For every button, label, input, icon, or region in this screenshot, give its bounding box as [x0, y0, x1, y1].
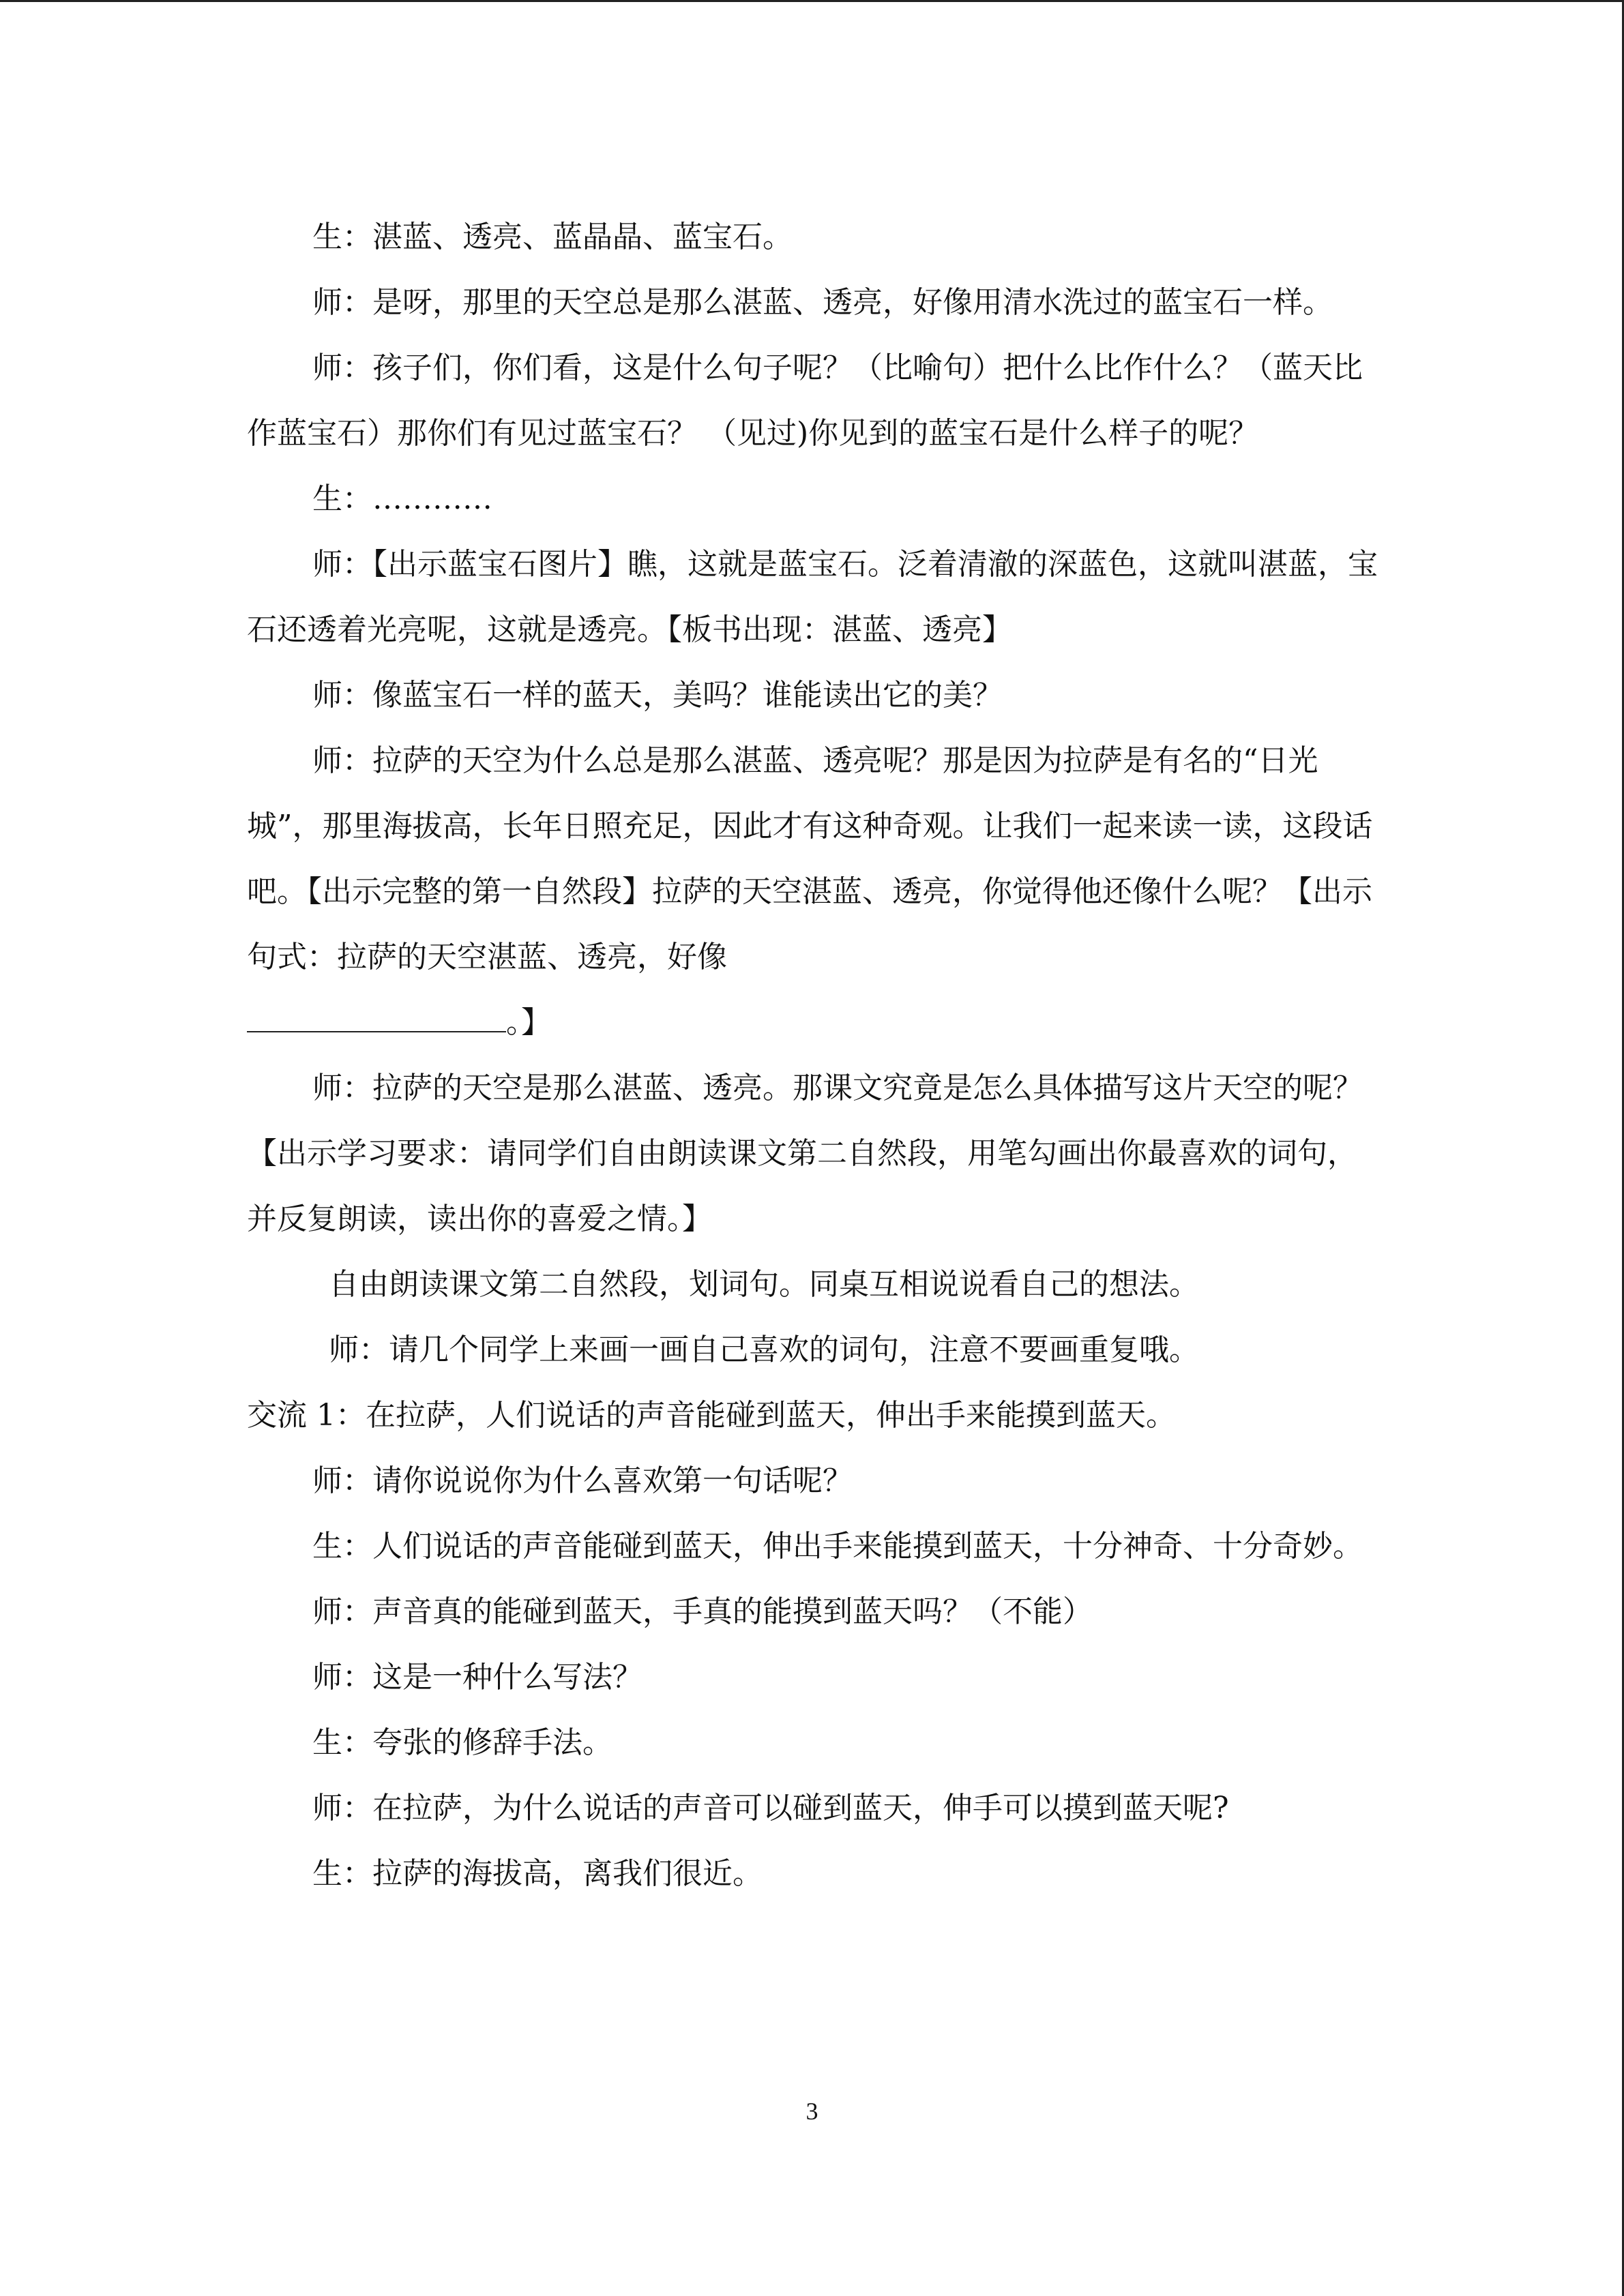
fill-in-blank-line — [247, 990, 1379, 1056]
paragraph: 生：人们说话的声音能碰到蓝天，伸出手来能摸到蓝天，十分神奇、十分奇妙。 — [312, 1529, 1363, 1564]
paragraph: 生：夸张的修辞手法。 — [312, 1725, 612, 1760]
paragraph: 自由朗读课文第二自然段，划词句。同桌互相说说看自己的想法。 — [329, 1267, 1199, 1302]
document-body — [247, 205, 1379, 1907]
paragraph: 交流 1：在拉萨，人们说话的声音能碰到蓝天，伸出手来能摸到蓝天。 — [247, 1398, 1176, 1433]
paragraph: 生：拉萨的海拔高，离我们很近。 — [312, 1856, 763, 1891]
paragraph: 师：在拉萨，为什么说话的声音可以碰到蓝天，伸手可以摸到蓝天呢? — [312, 1791, 1229, 1825]
paragraph: 师：拉萨的天空是那么湛蓝、透亮。那课文究竟是怎么具体描写这片天空的呢？【出示学习要求：请同学们自由朗读课文第二自然段，用笔勾画出你最喜欢的词句，并反复朗读，读出你的喜爱之情。】 — [247, 1071, 1363, 1236]
paragraph: 师：拉萨的天空为什么总是那么湛蓝、透亮呢？那是因为拉萨是有名的“日光城”，那里海拔高，长年日照充足，因此才有这种奇观。让我们一起来读一读，这段话吧。【出示完整的第一自然段】拉萨的天空湛蓝、透亮，你觉得他还像什么呢？【出示句式：拉萨的天空湛蓝、透亮，好像 — [247, 743, 1373, 974]
paragraph: 师：是呀，那里的天空总是那么湛蓝、透亮，好像用清水洗过的蓝宝石一样。 — [312, 285, 1333, 320]
paragraph: 生：湛蓝、透亮、蓝晶晶、蓝宝石。 — [312, 220, 793, 254]
paragraph: 师：这是一种什么写法？ — [312, 1660, 643, 1695]
paragraph: 生：………… — [312, 481, 492, 516]
paragraph: 师：【出示蓝宝石图片】瞧，这就是蓝宝石。泛着清澈的深蓝色，这就叫湛蓝，宝石还透着光亮呢，这就是透亮。【板书出现：湛蓝、透亮】 — [247, 547, 1378, 647]
paragraph: 师：孩子们，你们看，这是什么句子呢？（比喻句）把什么比作什么？（蓝天比作蓝宝石）那你们有见过蓝宝石？ （见过)你见到的蓝宝石是什么样子的呢？ — [247, 351, 1363, 451]
blank-suffix: 。】 — [506, 1005, 551, 1040]
paragraph: 师：像蓝宝石一样的蓝天，美吗？谁能读出它的美？ — [312, 678, 1003, 713]
paragraph: 师：请你说说你为什么喜欢第一句话呢？ — [312, 1463, 853, 1498]
paragraph: 师：声音真的能碰到蓝天，手真的能摸到蓝天吗？（不能） — [312, 1594, 1093, 1629]
blank-underline — [247, 1004, 506, 1032]
paragraph: 师：请几个同学上来画一画自己喜欢的词句，注意不要画重复哦。 — [329, 1332, 1199, 1367]
page-number: 3 — [806, 2098, 818, 2125]
